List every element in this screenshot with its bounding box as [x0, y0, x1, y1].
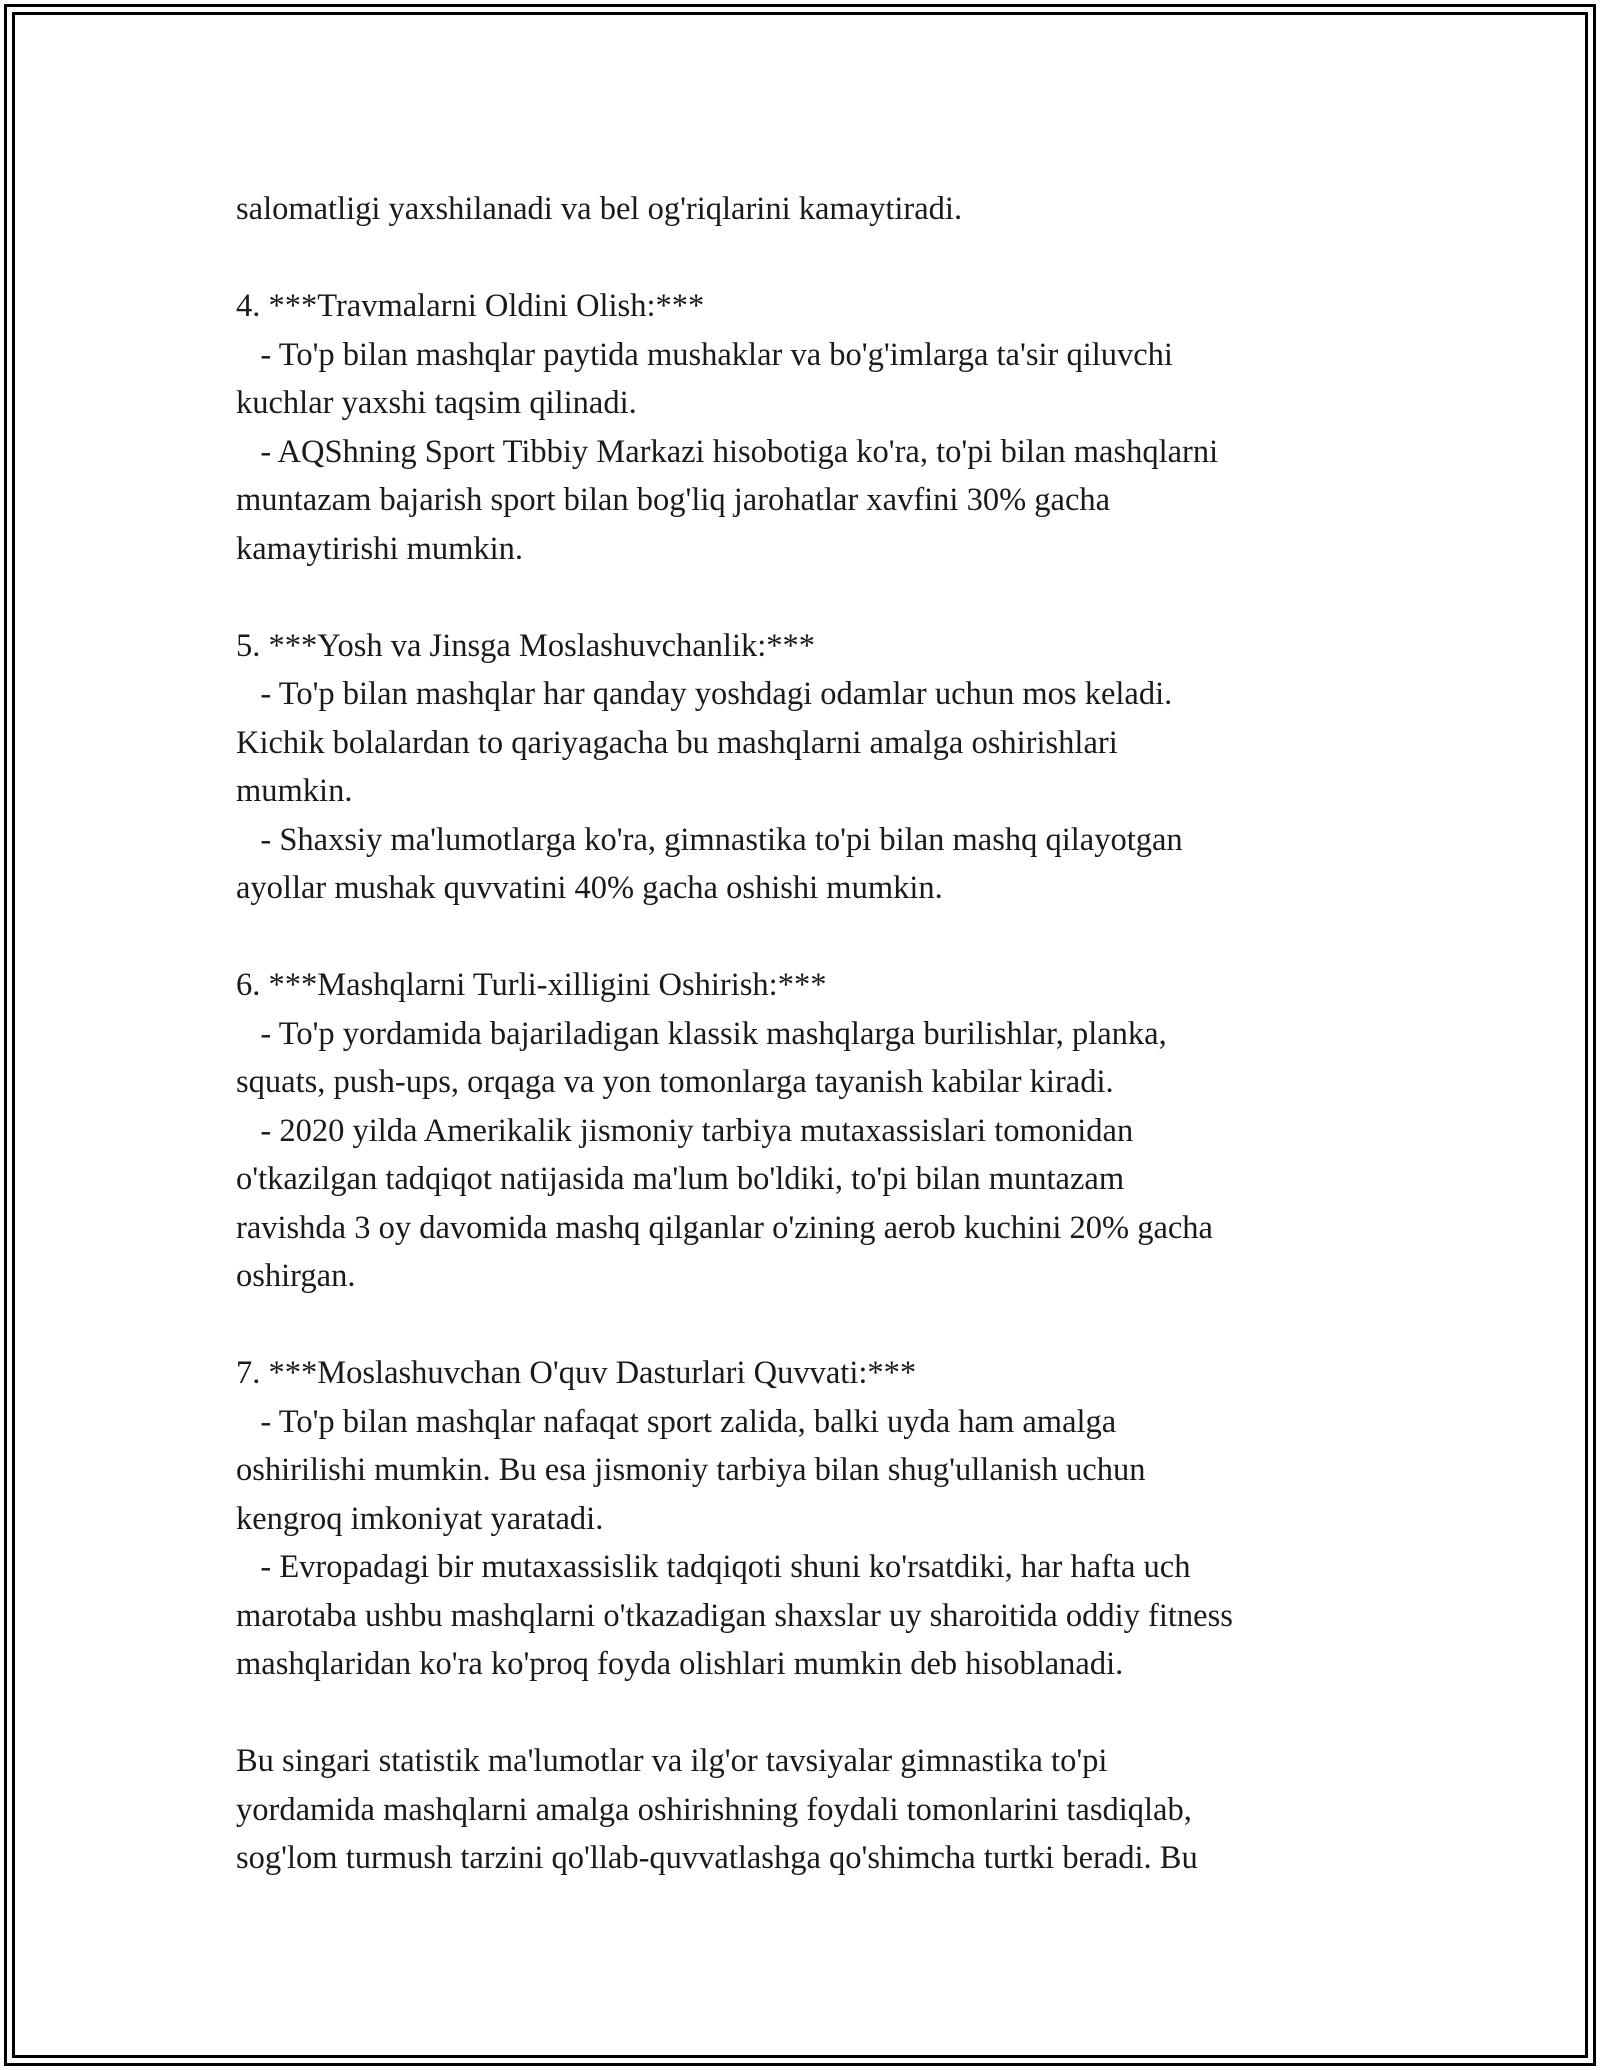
- text-line: 4. ***Travmalarni Oldini Olish:***: [236, 288, 705, 324]
- text-line: Bu singari statistik ma'lumotlar va ilg'or tavsiyalar gimnastika to'pi: [236, 1743, 1108, 1779]
- text-line: 6. ***Mashqlarni Turli-xilligini Oshirish:***: [236, 967, 827, 1003]
- text-line: oshirgan.: [236, 1258, 356, 1294]
- text-line: Kichik bolalardan to qariyagacha bu mashqlarni amalga oshirishlari: [236, 724, 1118, 761]
- text-line: sog'lom turmush tarzini qo'llab-quvvatlashga qo'shimcha turtki beradi. Bu: [236, 1840, 1198, 1876]
- text-line: o'tkazilgan tadqiqot natijasida ma'lum bo'ldiki, to'pi bilan muntazam: [236, 1161, 1125, 1197]
- text-line: - AQShning Sport Tibbiy Markazi hisobotiga ko'ra, to'pi bilan mashqlarni: [236, 433, 1219, 470]
- text-line: mashqlaridan ko'ra ko'proq foyda olishlari mumkin deb hisoblanadi.: [236, 1646, 1124, 1682]
- text-line: squats, push-ups, orqaga va yon tomonlarga tayanish kabilar kiradi.: [236, 1064, 1114, 1100]
- blank-line: [236, 1689, 1396, 1738]
- text-line: ayollar mushak quvvatini 40% gacha oshishi mumkin.: [236, 870, 943, 906]
- text-line: - To'p bilan mashqlar paytida mushaklar va bo'g'imlarga ta'sir qiluvchi: [236, 336, 1173, 373]
- text-line: kamaytirishi mumkin.: [236, 530, 524, 567]
- text-line: yordamida mashqlarni amalga oshirishning foydali tomonlarini tasdiqlab,: [236, 1791, 1192, 1828]
- text-line: ravishda 3 oy davomida mashq qilganlar o'zining aerob kuchini 20% gacha: [236, 1209, 1213, 1246]
- text-line: - To'p bilan mashqlar har qanday yoshdagi odamlar uchun mos keladi.: [236, 676, 1173, 712]
- text-line: kengroq imkoniyat yaratadi.: [236, 1500, 604, 1537]
- blank-line: [236, 913, 1396, 962]
- text-line: mumkin.: [236, 773, 353, 809]
- blank-line: [236, 234, 1396, 283]
- text-line: salomatligi yaxshilanadi va bel og'riqlarini kamaytiradi.: [236, 191, 963, 227]
- text-line: - Shaxsiy ma'lumotlarga ko'ra, gimnastika to'pi bilan mashq qilayotgan: [236, 821, 1183, 858]
- text-line: - 2020 yilda Amerikalik jismoniy tarbiya mutaxassislari tomonidan: [236, 1112, 1134, 1149]
- document-body: [236, 185, 1396, 1883]
- text-line: - To'p bilan mashqlar nafaqat sport zalida, balki uyda ham amalga: [236, 1403, 1117, 1440]
- blank-line: [236, 573, 1396, 622]
- blank-line: [236, 1301, 1396, 1350]
- text-line: oshirilishi mumkin. Bu esa jismoniy tarbiya bilan shug'ullanish uchun: [236, 1452, 1146, 1488]
- text-line: kuchlar yaxshi taqsim qilinadi.: [236, 385, 637, 421]
- text-line: muntazam bajarish sport bilan bog'liq jarohatlar xavfini 30% gacha: [236, 482, 1111, 518]
- text-line: 7. ***Moslashuvchan O'quv Dasturlari Quvvati:***: [236, 1355, 917, 1391]
- text-line: 5. ***Yosh va Jinsga Moslashuvchanlik:***: [236, 627, 816, 664]
- text-line: - Evropadagi bir mutaxassislik tadqiqoti shuni ko'rsatdiki, har hafta uch: [236, 1549, 1191, 1585]
- text-line: - To'p yordamida bajariladigan klassik mashqlarga burilishlar, planka,: [236, 1015, 1167, 1052]
- text-line: marotaba ushbu mashqlarni o'tkazadigan shaxslar uy sharoitida oddiy fitness: [236, 1597, 1233, 1634]
